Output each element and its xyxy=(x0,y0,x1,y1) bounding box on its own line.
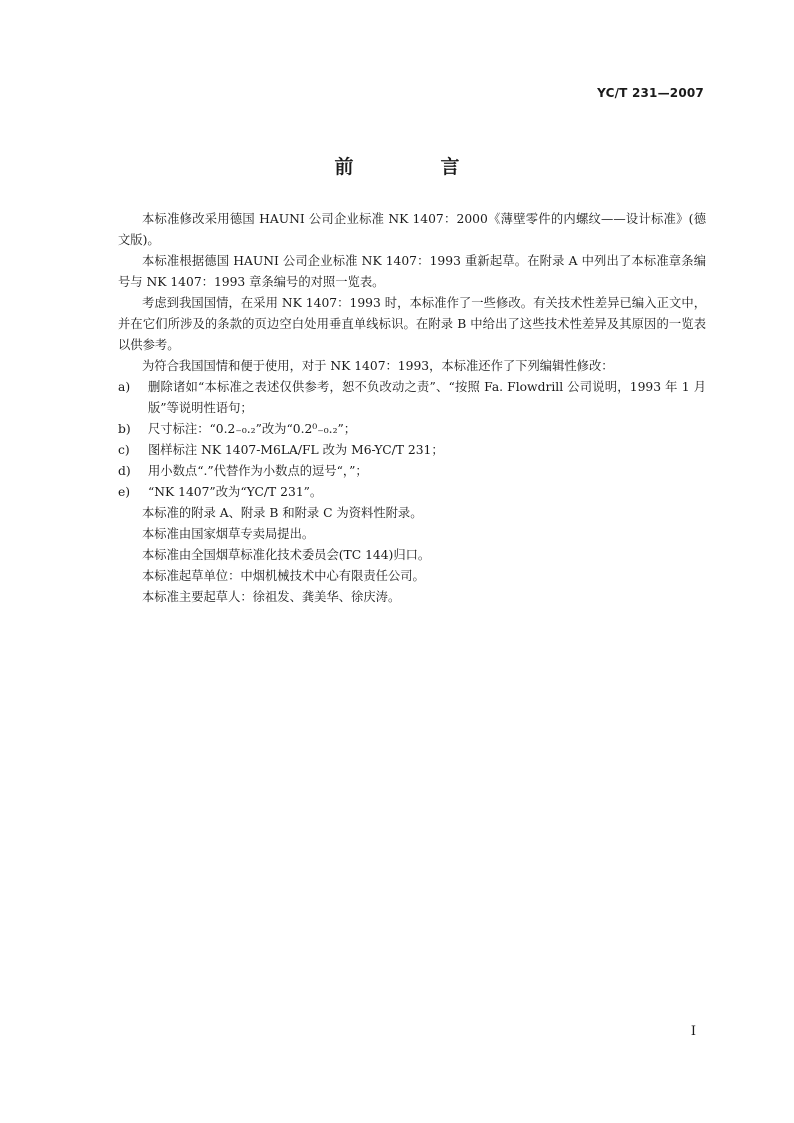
list-item xyxy=(118,377,706,419)
paragraph-drafters: 本标准主要起草人：徐祖发、龚美华、徐庆涛。 xyxy=(142,590,401,604)
list-item-label: b) xyxy=(118,422,131,436)
list-item xyxy=(118,440,706,461)
list-item-text: “NK 1407”改为“YC/T 231”。 xyxy=(148,485,323,499)
paragraph-technical-differences: 考虑到我国国情，在采用 NK 1407：1993 时，本标准作了一些修改。有关技术性差异已编入正文中，并在它们所涉及的条款的页边空白处用垂直单线标识。在附录 B 中给出了这些技术性差异及其原因的一览表以供参考。 xyxy=(118,296,706,352)
standard-code: YC/T 231—2007 xyxy=(597,86,704,100)
list-item-label: d) xyxy=(118,464,131,478)
page-number: I xyxy=(690,1024,696,1039)
list-item xyxy=(118,461,706,482)
paragraph-drafting-unit: 本标准起草单位：中烟机械技术中心有限责任公司。 xyxy=(142,569,425,583)
paragraph-adoption: 本标准修改采用德国 HAUNI 公司企业标准 NK 1407：2000《薄壁零件的内螺纹——设计标准》(德文版)。 xyxy=(118,212,706,247)
paragraph-technical-committee: 本标准由全国烟草标准化技术委员会(TC 144)归口。 xyxy=(142,548,431,562)
paragraph-proposer: 本标准由国家烟草专卖局提出。 xyxy=(142,527,315,541)
list-item-label: c) xyxy=(118,443,130,457)
foreword-body xyxy=(118,209,706,608)
paragraph-editorial-intro: 为符合我国国情和便于使用，对于 NK 1407：1993，本标准还作了下列编辑性修改： xyxy=(142,359,614,373)
list-item-text: 删除诸如“本标准之表述仅供参考，恕不负改动之责”、“按照 Fa. Flowdrill 公司说明，1993 年 1 月版”等说明性语句； xyxy=(148,380,706,415)
list-item-label: e) xyxy=(118,485,131,499)
list-item xyxy=(118,482,706,503)
list-item-text: 图样标注 NK 1407-M6LA/FL 改为 M6-YC/T 231； xyxy=(148,443,444,457)
page-title: 前 言 xyxy=(334,156,494,178)
list-item-text: 用小数点“.”代替作为小数点的逗号“，”； xyxy=(148,464,368,478)
list-item xyxy=(118,419,706,440)
list-item-text: 尺寸标注：“0.2₋₀.₂”改为“0.2⁰₋₀.₂”； xyxy=(148,422,357,436)
paragraph-drafting-basis: 本标准根据德国 HAUNI 公司企业标准 NK 1407：1993 重新起草。在附录 A 中列出了本标准章条编号与 NK 1407：1993 章条编号的对照一览表。 xyxy=(118,254,706,289)
list-item-label: a) xyxy=(118,380,131,394)
paragraph-appendices: 本标准的附录 A、附录 B 和附录 C 为资料性附录。 xyxy=(142,506,423,520)
